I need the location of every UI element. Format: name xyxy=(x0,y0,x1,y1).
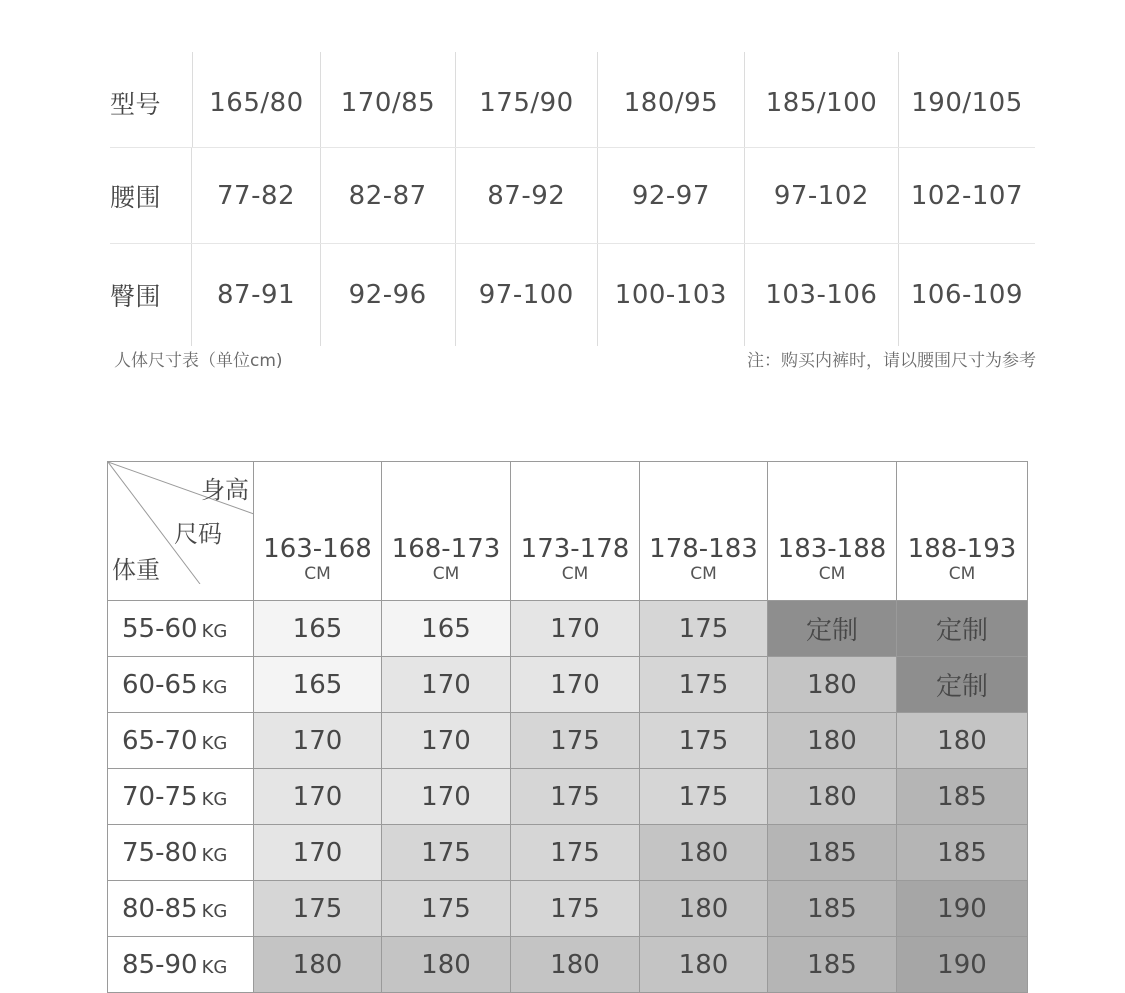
measure-cell: 175/90 xyxy=(455,52,597,147)
size-cell: 170 xyxy=(511,601,640,657)
weight-axis-label: 体重 xyxy=(112,556,160,584)
weight-row xyxy=(108,881,1028,937)
weight-label xyxy=(108,713,254,769)
corner-header xyxy=(108,462,254,601)
height-header xyxy=(382,462,511,601)
size-cell: 175 xyxy=(640,601,768,657)
measure-cell: 77-82 xyxy=(191,148,319,243)
size-cell: 170 xyxy=(382,769,511,825)
size-cell: 180 xyxy=(768,713,897,769)
height-unit: CM xyxy=(561,564,589,584)
weight-unit: KG xyxy=(201,844,228,866)
measure-row-model xyxy=(110,52,1035,148)
size-cell: 165 xyxy=(382,601,511,657)
weight-label xyxy=(108,881,254,937)
size-cell: 185 xyxy=(768,881,897,937)
height-header xyxy=(511,462,640,601)
height-range: 178-183 xyxy=(649,534,758,564)
weight-row xyxy=(108,825,1028,881)
measure-cell: 103-106 xyxy=(744,244,898,346)
size-cell: 165 xyxy=(254,601,382,657)
table-caption: 人体尺寸表（单位cm) xyxy=(114,351,283,371)
weight-unit: KG xyxy=(201,620,228,642)
weight-range: 60-65 xyxy=(122,669,198,700)
weight-unit: KG xyxy=(201,956,228,978)
size-cell: 165 xyxy=(254,657,382,713)
measure-cell: 102-107 xyxy=(898,148,1035,243)
size-cell: 185 xyxy=(897,825,1028,881)
size-cell: 180 xyxy=(382,937,511,993)
row-label-waist: 腰围 xyxy=(110,182,162,212)
size-cell: 170 xyxy=(254,769,382,825)
weight-label xyxy=(108,937,254,993)
height-axis-label: 身高 xyxy=(201,476,249,504)
size-cell: 190 xyxy=(897,881,1028,937)
size-cell: 175 xyxy=(511,713,640,769)
measure-cell: 92-97 xyxy=(597,148,744,243)
purchase-note: 注：购买内裤时，请以腰围尺寸为参考 xyxy=(747,351,1036,371)
size-cell: 180 xyxy=(640,881,768,937)
size-cell: 170 xyxy=(254,825,382,881)
measure-cell: 97-100 xyxy=(455,244,597,346)
measurement-table xyxy=(110,52,1035,346)
size-cell: 170 xyxy=(511,657,640,713)
size-cell: 180 xyxy=(640,937,768,993)
measure-cell: 100-103 xyxy=(597,244,744,346)
size-cell: 175 xyxy=(640,769,768,825)
height-header xyxy=(254,462,382,601)
header-row xyxy=(108,462,1028,601)
size-cell: 175 xyxy=(254,881,382,937)
size-cell: 170 xyxy=(254,713,382,769)
weight-row xyxy=(108,601,1028,657)
size-cell: 定制 xyxy=(897,657,1028,713)
weight-range: 75-80 xyxy=(122,837,198,868)
height-header xyxy=(768,462,897,601)
size-cell: 180 xyxy=(768,769,897,825)
weight-range: 85-90 xyxy=(122,949,198,980)
size-cell: 175 xyxy=(511,769,640,825)
height-unit: CM xyxy=(304,564,331,584)
size-cell: 定制 xyxy=(768,601,897,657)
size-cell: 185 xyxy=(768,937,897,993)
weight-row xyxy=(108,713,1028,769)
weight-label xyxy=(108,601,254,657)
height-range: 183-188 xyxy=(777,534,887,564)
size-cell: 175 xyxy=(640,657,768,713)
weight-row xyxy=(108,657,1028,713)
height-unit: CM xyxy=(818,564,846,584)
measure-row-waist xyxy=(110,148,1035,244)
measure-cell: 106-109 xyxy=(898,244,1035,346)
weight-range: 70-75 xyxy=(122,781,198,812)
height-range: 173-178 xyxy=(520,534,630,564)
measure-cell: 92-96 xyxy=(320,244,455,346)
height-header xyxy=(640,462,768,601)
size-cell: 170 xyxy=(382,713,511,769)
height-range: 163-168 xyxy=(263,534,372,564)
row-label-hip: 臀围 xyxy=(110,282,162,311)
weight-range: 65-70 xyxy=(122,725,198,756)
size-axis-label: 尺码 xyxy=(174,520,222,548)
weight-range: 80-85 xyxy=(122,893,198,924)
height-unit: CM xyxy=(432,564,460,584)
measure-cell: 180/95 xyxy=(597,52,744,147)
weight-row xyxy=(108,937,1028,993)
size-cell: 180 xyxy=(511,937,640,993)
weight-label xyxy=(108,657,254,713)
table-notes xyxy=(114,346,1036,371)
measure-cell: 185/100 xyxy=(744,52,898,147)
measure-cell: 165/80 xyxy=(192,52,320,147)
weight-unit: KG xyxy=(201,732,228,754)
measure-row-hip xyxy=(110,244,1035,346)
size-recommendation-table xyxy=(107,461,1028,993)
size-cell: 180 xyxy=(768,657,897,713)
size-cell: 175 xyxy=(382,825,511,881)
size-cell: 180 xyxy=(640,825,768,881)
weight-label xyxy=(108,825,254,881)
size-cell: 定制 xyxy=(897,601,1028,657)
measure-cell: 170/85 xyxy=(320,52,455,147)
height-range: 168-173 xyxy=(391,534,501,564)
size-cell: 180 xyxy=(897,713,1028,769)
size-cell: 175 xyxy=(511,881,640,937)
size-cell: 175 xyxy=(511,825,640,881)
weight-label xyxy=(108,769,254,825)
height-header xyxy=(897,462,1028,601)
size-cell: 190 xyxy=(897,937,1028,993)
measure-cell: 97-102 xyxy=(744,148,898,243)
measure-cell: 87-91 xyxy=(191,244,319,346)
size-cell: 185 xyxy=(897,769,1028,825)
weight-unit: KG xyxy=(201,900,228,922)
weight-unit: KG xyxy=(201,788,228,810)
height-unit: CM xyxy=(690,564,717,584)
row-label-model: 型号 xyxy=(110,89,162,119)
height-unit: CM xyxy=(948,564,976,584)
height-range: 188-193 xyxy=(907,534,1017,564)
size-cell: 170 xyxy=(382,657,511,713)
size-cell: 185 xyxy=(768,825,897,881)
weight-unit: KG xyxy=(201,676,228,698)
measure-cell: 82-87 xyxy=(320,148,455,243)
size-cell: 175 xyxy=(640,713,768,769)
measure-cell: 190/105 xyxy=(898,52,1035,147)
size-cell: 180 xyxy=(254,937,382,993)
measure-cell: 87-92 xyxy=(455,148,597,243)
size-cell: 175 xyxy=(382,881,511,937)
weight-row xyxy=(108,769,1028,825)
weight-range: 55-60 xyxy=(122,613,198,644)
